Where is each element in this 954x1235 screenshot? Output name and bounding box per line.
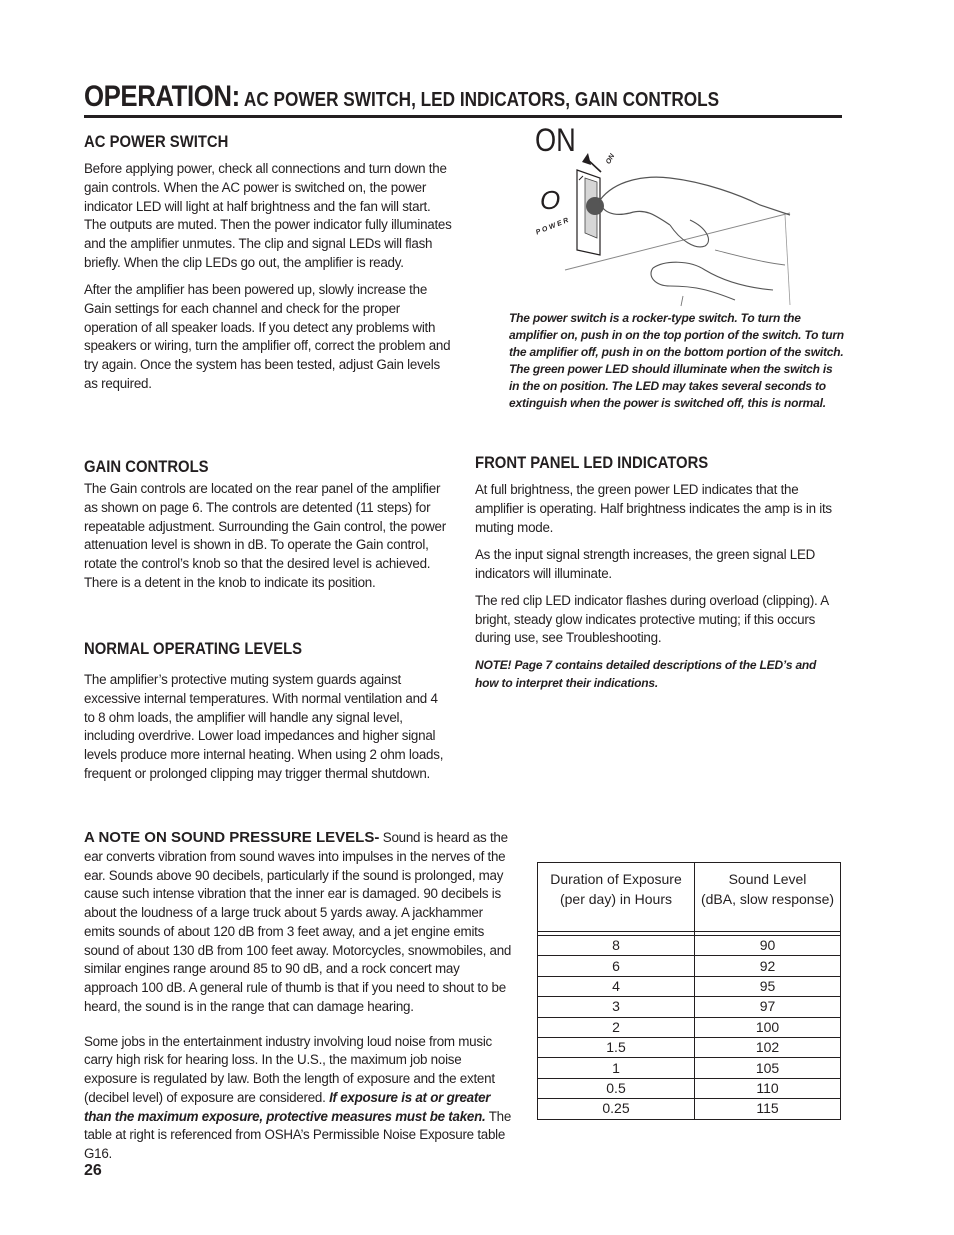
spl-heading: A NOTE ON SOUND PRESSURE LEVELS-	[84, 829, 380, 846]
spl-paragraph-1	[84, 829, 514, 1017]
led-indicators-heading: FRONT PANEL LED INDICATORS	[475, 454, 709, 472]
switch-caption: The power switch is a rocker-type switch. To turn the amplifier on, push in on the top portion of the switch. To turn the amplifier off, push in on the bottom portion of the switch. The green power LED should illuminate when the switch is in the on position. The LED may takes several seconds to extinguish when the power is switched off, this is normal.	[509, 311, 844, 410]
page-title-sub: AC POWER SWITCH, LED INDICATORS, GAIN CONTROLS	[239, 89, 720, 111]
table-row	[538, 997, 841, 1017]
switch-on-text: ON	[605, 152, 617, 166]
ac-power-heading: AC POWER SWITCH	[84, 133, 229, 151]
level-cell: 102	[695, 1037, 841, 1057]
switch-power-text: POWER	[535, 216, 572, 237]
table-row	[538, 1058, 841, 1078]
level-cell: 92	[695, 956, 841, 976]
hours-cell: 4	[538, 976, 695, 996]
gain-controls-body	[84, 480, 452, 601]
table-header-level: Sound Level (dBA, slow response)	[695, 863, 841, 932]
table-row	[538, 1078, 841, 1098]
spl-paragraph-2-start: Some jobs in the entertainment industry involving loud noise from music carry high risk for hearing loss. In the U.S., the maximum job noise exposure is regulated by law. Both the length of exposure and the extent (decibel level) of exposure are considered.	[84, 1033, 495, 1105]
level-cell: 100	[695, 1017, 841, 1037]
hours-cell: 6	[538, 956, 695, 976]
level-cell: 97	[695, 997, 841, 1017]
ac-power-paragraph-2: After the amplifier has been powered up, slowly increase the Gain settings for each channel and check for the proper operation of all speaker loads. If you detect any problems with speakers or wiring, turn the amplifier off, correct the problem and try again. Once the system has been tested, adjust Gain levels as required.	[84, 282, 451, 391]
level-cell: 95	[695, 976, 841, 996]
hours-cell: 2	[538, 1017, 695, 1037]
page-title	[84, 80, 738, 114]
page-number: 26	[84, 1162, 102, 1179]
table-header-duration: Duration of Exposure (per day) in Hours	[538, 863, 695, 932]
hours-cell: 0.5	[538, 1078, 695, 1098]
level-cell: 105	[695, 1058, 841, 1078]
hours-cell: 1.5	[538, 1037, 695, 1057]
level-cell: 90	[695, 936, 841, 956]
off-symbol: O	[540, 185, 561, 215]
led-paragraph-3: The red clip LED indicator flashes during overload (clipping). A bright, steady glow indicates protective muting; if this occurs during use, see Troubleshooting.	[475, 592, 829, 646]
table-row	[538, 1037, 841, 1057]
spl-paragraph-1-text: Sound is heard as the ear converts vibration from sound waves into impulses in the nerves of the ear. Sounds above 90 decibels, particularly if the sound is prolonged, may cause such intense vibration that the inner ear is damaged. 90 decibels is about the loudness of a large truck about 5 yards away. A jackhammer emits sounds of about 120 dB from 3 feet away, and a jet engine emits sound of about 130 dB from 100 feet away. Motorcycles, snowmobiles, and similar engines range around 85 to 90 dB, and a rock concert may approach 100 dB. A general rule of thumb is that if you need to shout to be heard, the sound is in the range that can damage hearing.	[84, 830, 512, 1014]
led-indicators-body	[475, 481, 839, 657]
gain-controls-heading: GAIN CONTROLS	[84, 458, 209, 476]
hours-cell: 8	[538, 936, 695, 956]
spl-paragraph-2	[84, 1033, 514, 1164]
spl-paragraph-2-end: The table at right is referenced from OSHA’s Permissible Noise Exposure table G16.	[84, 1108, 512, 1161]
page-title-main: OPERATION:	[84, 80, 240, 113]
power-switch-illustration	[505, 120, 845, 310]
level-cell: 115	[695, 1099, 841, 1119]
title-rule	[84, 115, 842, 118]
led-note: NOTE! Page 7 contains detailed descriptions of the LED’s and how to interpret their indications.	[475, 658, 817, 690]
normal-levels-body	[84, 671, 446, 792]
on-label: ON	[535, 122, 576, 158]
spl-paragraph-2-bold: If exposure is at or greater than the maximum exposure, protective measures must be taken.	[84, 1089, 491, 1124]
table-row	[538, 1099, 841, 1119]
level-cell: 110	[695, 1078, 841, 1098]
spl-section	[84, 829, 514, 1172]
normal-levels-heading: NORMAL OPERATING LEVELS	[84, 640, 303, 658]
led-paragraph-2: As the input signal strength increases, the green signal LED indicators will illuminate.	[475, 546, 816, 581]
table-row	[538, 956, 841, 976]
noise-exposure-table	[537, 862, 841, 1120]
led-paragraph-1: At full brightness, the green power LED indicates that the amplifier is operating. Half brightness indicates the amp is in its muting mode.	[475, 482, 832, 535]
rocker-switch-hand-drawing	[505, 120, 845, 310]
table-header-row	[538, 863, 841, 932]
table-row	[538, 976, 841, 996]
table-row	[538, 1017, 841, 1037]
normal-levels-paragraph: The amplifier’s protective muting system guards against excessive internal temperatures. With normal ventilation and 4 to 8 ohm loads, the amplifier will handle any signal level, including overdrive. Lower load impedances and higher signal levels produce more internal heating. When using 2 ohm loads, frequent or prolonged clipping may trigger thermal shutdown.	[84, 672, 444, 781]
hours-cell: 0.25	[538, 1099, 695, 1119]
ac-power-body	[84, 160, 454, 402]
hours-cell: 3	[538, 997, 695, 1017]
gain-controls-paragraph: The Gain controls are located on the rear panel of the amplifier as shown on page 6. The controls are detented (11 steps) for repeatable adjustment. Surrounding the Gain control, the power attenuation level is shown in dB. To operate the Gain control, rotate the control’s knob so that the desired level is achieved. There is a detent in the knob to indicate its position.	[84, 481, 446, 590]
ac-power-paragraph-1: Before applying power, check all connections and turn down the gain controls. When the AC power is switched on, the power indicator LED will light at half brightness and the fan will start. The outputs are muted. Then the power indicator fully illuminates and the amplifier unmutes. The clip and signal LEDs will flash briefly. When the clip LEDs go out, the amplifier is ready.	[84, 161, 452, 270]
table-row	[538, 936, 841, 956]
hours-cell: 1	[538, 1058, 695, 1078]
